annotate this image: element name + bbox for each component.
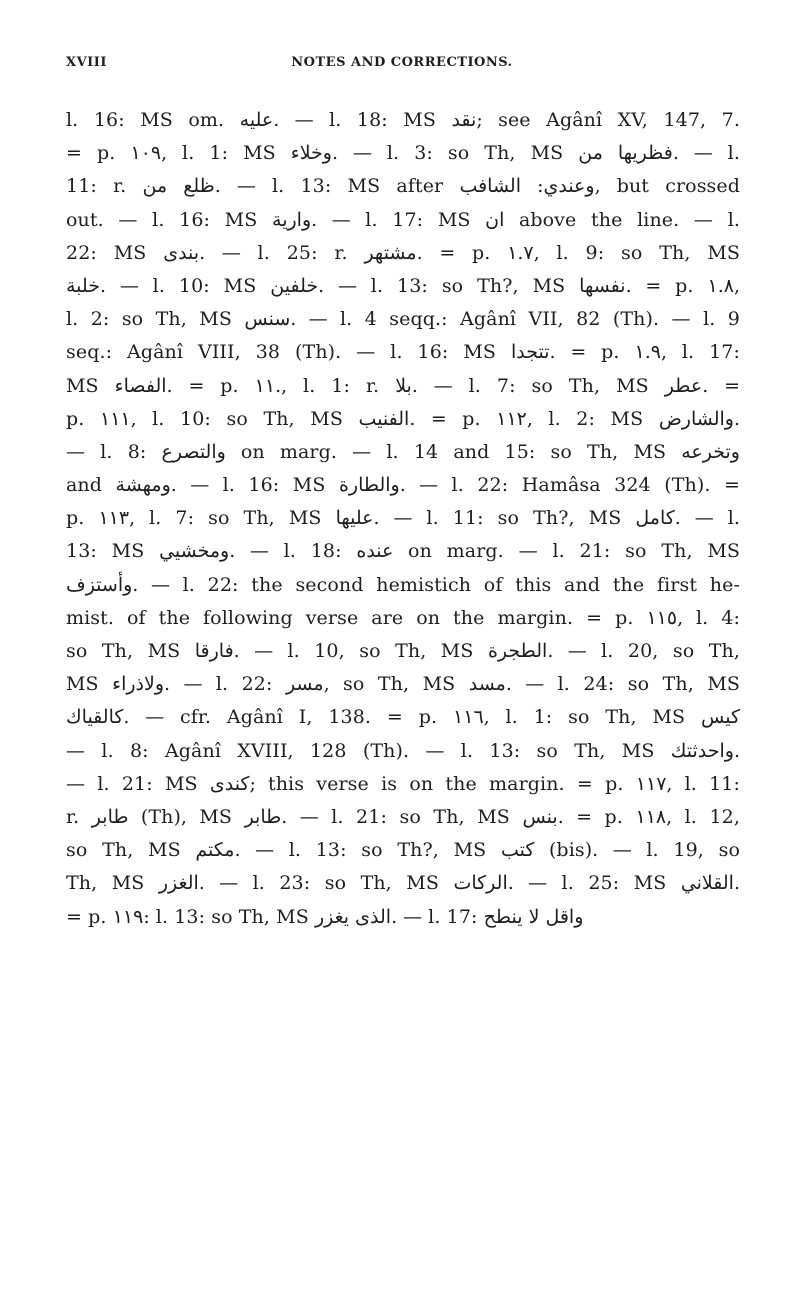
text-line: MS ﻭﻻﺫﺭﺍﺀ. — l. 22: ﻣﺴﺮ, so Th, MS ﻣﺴﺪ. — l. 24: so Th, MS xyxy=(66,673,740,696)
text-line: p. ١١١, l. 10: so Th, MS ﺍﻟﻔﻨﻴﺐ. = p. ١١٢, l. 2: MS ﻭﺍﻟﺸﺎﺭﺽ. xyxy=(66,407,740,430)
text-line: r. ﻃﺎﺑﺮ (Th), MS ﻃﺎﺑﺮ. — l. 21: so Th, MS ﺑﻨﺲ. = p. ١١٨, l. 12, xyxy=(66,805,740,828)
text-line: mist. of the following verse are on the margin. = p. ١١٥, l. 4: xyxy=(66,606,740,629)
text-line: 11: r. ﻇﻠﻊ ﻣﻦ. — l. 13: MS after ﻭﻋﻨﺪﻱ: ﺍﻟﺸﺎﻓﺐ, but crossed xyxy=(66,175,740,198)
text-line: p. ١١٣, l. 7: so Th, MS ﻋﻠﻴﻬﺎ. — l. 11: so Th?, MS ﻛﺎﻣﻞ. — l. xyxy=(66,507,740,530)
text-line: ﺧﻠﺒﺔ. — l. 10: MS ﺧﻠﻔﻴﻦ. — l. 13: so Th?, MS ﻧﻔﺴﻬﺎ. = p. ١.٨, xyxy=(66,274,740,297)
text-line: = p. ١٠٩, l. 1: MS ﻭﺧﻼﺀ. — l. 3: so Th, MS ﻓﻈﺮﻳﻬﺎ ﻣﻦ. — l. xyxy=(66,142,740,165)
text-line: seq.: Agânî VIII, 38 (Th). — l. 16: MS ﺗﺘﺠﺪﺍ. = p. ١.٩, l. 17: xyxy=(66,341,740,364)
text-line: ﻭﺃﺳﺘﺰﻑ. — l. 22: the second hemistich of this and the first he- xyxy=(66,573,740,596)
text-line: — l. 8: ﻭﺍﻟﺘﺼﺮﻉ on marg. — l. 14 and 15: so Th, MS ﻭﺗﺨﺮﻋﻪ xyxy=(66,440,740,463)
text-line: l. 16: MS om. ﻋﻠﻴﻪ. — l. 18: MS ﻧﻘﺪ; see Agânî XV, 147, 7. xyxy=(66,109,740,131)
running-head: NOTES AND CORRECTIONS. xyxy=(291,55,513,70)
text-line: l. 2: so Th, MS ﺳﻨﺲ. — l. 4 seqq.: Agânî VII, 82 (Th). — l. 9 xyxy=(66,308,740,331)
text-line: = p. ١١٩: l. 13: so Th, MS ﺍﻟﺬﻯ ﻳﻐﺰﺭ. — l. 17: ﻭﺍﻗﻞ ﻻ ﻳﻨﻄﺢ xyxy=(66,905,584,928)
text-line: and ﻭﻣﻬﺸﺔ. — l. 16: MS ﻭﺍﻟﻄﺎﺭﺓ. — l. 22: Hamâsa 324 (Th). = xyxy=(66,474,740,497)
text-line: — l. 8: Agânî XVIII, 128 (Th). — l. 13: so Th, MS ﻭﺍﺣﺪﺛﺘﻚ. xyxy=(66,739,740,762)
text-line: 13: MS ﻭﻣﺨﺸﻴﻲ. — l. 18: ﻋﻨﺪﻩ on marg. — l. 21: so Th, MS xyxy=(66,540,740,563)
text-line: so Th, MS ﻓﺎﺭﻗﺎ. — l. 10, so Th, MS ﺍﻟﻄﺠﺮﺓ. — l. 20, so Th, xyxy=(66,640,740,662)
text-line: Th, MS ﺍﻟﻐﺰﺭ. — l. 23: so Th, MS ﺍﻟﺮﻛﺎﺕ. — l. 25: MS ﺍﻟﻘﻼﻧﻲ. xyxy=(66,872,740,895)
text-line: — l. 21: MS ﻛﻨﺪﻯ; this verse is on the margin. = p. ١١٧, l. 11: xyxy=(66,772,740,795)
text-line: out. — l. 16: MS ﻭﺍﺭﻳﺔ. — l. 17: MS ﺍﻥ above the line. — l. xyxy=(66,208,740,231)
text-line: 22: MS ﺑﻨﺪﻯ. — l. 25: r. ﻣﺸﺘﻬﺮ. = p. ١.٧, l. 9: so Th, MS xyxy=(66,241,740,264)
notes-body xyxy=(66,104,740,934)
text-line: ﻛﺎﻟﻘﻴﺎﻙ. — cfr. Agânî I, 138. = p. ١١٦, l. 1: so Th, MS ﻛﻴﺲ xyxy=(66,706,740,729)
page-number: XVIII xyxy=(66,55,107,70)
text-line: MS ﺍﻟﻔﺼﺎﺀ. = p. ١١., l. 1: r. ﺑﻼ. — l. 7: so Th, MS ﻋﻄﺮ. = xyxy=(66,374,740,397)
page-header xyxy=(66,48,738,70)
text-line: so Th, MS ﻣﻜﺘﻢ. — l. 13: so Th?, MS ﻛﺘﺐ (bis). — l. 19, so xyxy=(66,839,740,862)
